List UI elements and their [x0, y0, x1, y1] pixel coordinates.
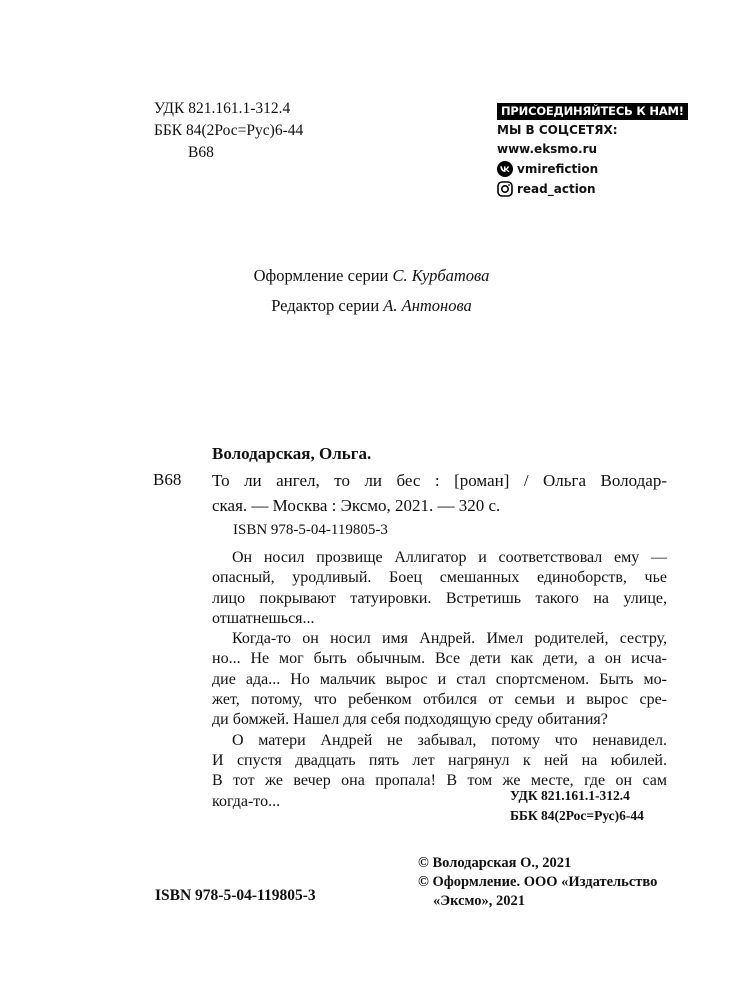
annotation-line: И спустя двадцать пять лет нагрянул к ней на юбилей. — [212, 751, 667, 769]
bbk-code: ББК 84(2Рос=Рус)6-44 — [154, 122, 304, 139]
editor-name: А. Антонова — [383, 296, 472, 315]
copyright-design: © Оформление. ООО «Издательство — [418, 874, 658, 890]
annotation-line: дие ада... Но мальчик вырос и стал спортсменом. Быть мо- — [212, 670, 667, 688]
social-subtitle: МЫ В СОЦСЕТЯХ: — [497, 123, 618, 137]
bib-line: То ли ангел, то ли бес : [роман] / Ольга Володар- — [212, 471, 667, 490]
bibliographic-description — [212, 468, 667, 518]
annotation-line: но... Не мог быть обычным. Все дети как дети, а он исча- — [212, 650, 667, 668]
instagram-handle: read_action — [517, 182, 596, 196]
annotation-line: Он носил прозвище Аллигатор и соответствовал ему — — [232, 549, 667, 566]
editor-label: Редактор серии — [271, 296, 380, 315]
annotation-line: жет, потому, что ребенком отбился от семьи и вырос сре- — [212, 691, 667, 709]
annotation-line: ди бомжей. Нашел для себя подходящую среду обитания? — [212, 711, 608, 729]
annotation-line: лицо покрывают татуировки. Встретишь такого на улице, — [212, 589, 667, 607]
footer-bbk: ББК 84(2Рос=Рус)6-44 — [510, 808, 644, 823]
bib-line: ская. — Москва : Эксмо, 2021. — 320 с. — [212, 496, 501, 515]
author-heading: Володарская, Ольга. — [212, 444, 372, 463]
vk-icon — [497, 161, 513, 177]
copyright-block — [418, 854, 657, 911]
series-editor-credit — [0, 296, 743, 316]
footer-udk: УДК 821.161.1-312.4 — [510, 788, 630, 803]
annotation-line: Когда-то он носил имя Андрей. Имел родителей, сестру, — [232, 630, 667, 648]
annotation-line: опасный, уродливый. Боец смешанных единоборств, чье — [212, 569, 667, 587]
social-block — [497, 103, 688, 199]
catalog-code: В68 — [153, 470, 182, 489]
footer-classification — [510, 786, 644, 826]
annotation-line: отшатнешься... — [212, 609, 315, 627]
annotation-line: О матери Андрей не забывал, потому что ненавидел. — [232, 731, 667, 749]
udk-code: УДК 821.161.1-312.4 — [154, 100, 291, 117]
join-us-banner: ПРИСОЕДИНЯЙТЕСЬ К НАМ! — [497, 103, 688, 120]
vk-link[interactable] — [497, 159, 688, 179]
classification-block — [154, 98, 303, 164]
design-label: Оформление серии — [253, 266, 389, 285]
annotation-line: когда-то... — [212, 792, 281, 810]
vk-handle: vmirefiction — [517, 162, 599, 176]
instagram-icon — [497, 181, 513, 197]
copyright-author: © Володарская О., 2021 — [418, 855, 572, 871]
isbn-entry: ISBN 978-5-04-119805-3 — [233, 522, 388, 538]
design-name: С. Курбатова — [392, 266, 490, 285]
instagram-link[interactable] — [497, 179, 688, 199]
website-link[interactable]: www.eksmo.ru — [497, 142, 598, 156]
annotation-line: В тот же вечер она пропала! В том же месте, где он сам — [212, 772, 667, 790]
annotation — [212, 548, 667, 812]
series-design-credit — [0, 266, 743, 286]
footer-isbn: ISBN 978-5-04-119805-3 — [155, 887, 316, 904]
copyright-publisher: «Эксмо», 2021 — [433, 893, 525, 909]
author-mark: В68 — [188, 144, 214, 161]
